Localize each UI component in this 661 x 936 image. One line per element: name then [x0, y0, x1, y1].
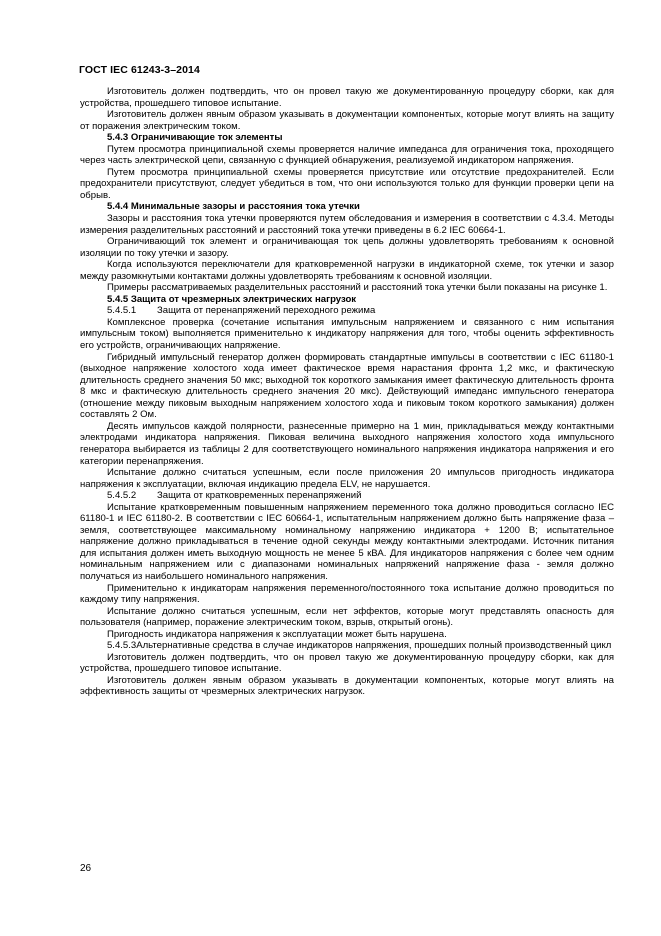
- paragraph: Примеры рассматриваемых разделительных расстояний и расстояний тока утечки были показаны на рисунке 1.: [107, 282, 608, 294]
- paragraph: Пригодность индикатора напряжения к эксплуатации может быть нарушена.: [107, 628, 447, 640]
- section-heading: 5.4.3 Ограничивающие ток элементы: [107, 132, 283, 144]
- section-heading: 5.4.4 Минимальные зазоры и расстояния тока утечки: [107, 201, 360, 213]
- subsection-heading: [80, 640, 614, 652]
- paragraph: Испытание должно считаться успешным, если нет эффектов, которые могут представлять опасность для пользователя (например, поражение электрическим током, взрыв, открытый огонь).: [80, 605, 614, 629]
- subsection-title: Защита от кратковременных перенапряжений: [157, 490, 362, 502]
- paragraph: Изготовитель должен подтвердить, что он провел такую же документированную процедуру сборки, как для устройства, прошедшего типовое испытание.: [80, 651, 614, 675]
- paragraph: Применительно к индикаторам напряжения переменного/постоянного тока испытание должно проводиться по каждому типу напряжения.: [80, 582, 614, 606]
- paragraph: Зазоры и расстояния тока утечки проверяются путем обследования и измерения в соответствии с 4.3.4. Методы измерения разделительных расстояний и расстояний тока утечки приведены в 6.2 IEC 60664-1.: [80, 213, 614, 236]
- paragraph: Путем просмотра принципиальной схемы проверяется наличие импеданса для ограничения тока, проходящего через часть электрической цепи, связанную с функцией обнаружения, реализуемой индикатором напряжения.: [80, 143, 614, 167]
- subsection-number: 5.4.5.3: [107, 640, 137, 652]
- section-heading: 5.4.5 Защита от чрезмерных электрических нагрузок: [107, 293, 357, 305]
- paragraph: Когда используются переключатели для кратковременной нагрузки в индикаторной схеме, ток утечки и зазор между разомкнутыми контактами должны удовлетворять требованиям к основной изоляции.: [80, 259, 614, 282]
- subsection-title: Альтернативные средства в случае индикаторов напряжения, прошедших полный производственный цикл: [136, 640, 612, 652]
- paragraph: Изготовитель должен явным образом указывать в документации компонентых, которые могут влиять на эффективность защиты от чрезмерных электрических нагрузок.: [80, 674, 614, 698]
- document-header: ГОСТ IEC 61243-3–2014: [79, 64, 200, 76]
- paragraph: Испытание должно считаться успешным, если после приложения 20 импульсов пригодность индикатора напряжения к эксплуатации, включая индикацию предела ELV, не нарушается.: [80, 467, 614, 490]
- paragraph: Изготовитель должен явным образом указывать в документации компонентых, которые могут влиять на защиту от поражения электрическим током.: [80, 109, 614, 132]
- paragraph: Десять импульсов каждой полярности, разнесенные примерно на 1 мин, прикладываться между контактными электродами индикатора напряжения. Пиковая величина выходного напряжения холостого хода импульсного генератора выбирается из таблицы 2 для соответствующего номинального напряжения индикатора напряжения и его категории перенапряжения.: [80, 420, 614, 467]
- document-body: [80, 86, 614, 698]
- paragraph: Гибридный импульсный генератор должен формировать стандартные импульсы в соответствии с IEC 61180-1 (выходное напряжение холостого хода имеет фактическое время нарастания фронта 1,2 мкс, и фактическую длительность среднего значения 50 мкс; выходной ток короткого замыкания имеет фактическую длительность фронта 8 мкс и фактическую длительность среднего значения 20 мкс). Действующий импеданс импульсного генератора (отношение между пиковым выходным напряжением холостого хода и пиковым током короткого замыкания) должен составлять 2 Ом.: [80, 351, 614, 421]
- subsection-number: 5.4.5.2: [107, 490, 137, 502]
- paragraph: Путем просмотра принципиальной схемы проверяется присутствие или отсутствие предохранителей. Если предохранители присутствуют, следует убедиться в том, что они используются только для функции проверки цепи на обрыв.: [80, 166, 614, 201]
- subsection-heading: [80, 305, 614, 317]
- paragraph: Испытание кратковременным повышенным напряжением переменного тока должно проводиться согласно IEC 61180-1 и IEC 61180-2. В соответствии с IEC 60664-1, испытательным напряжением должно быть напряжение фаза – земля, соответствующее максимальному номинальному напряжению индикатора + 1200 В; испытательное напряжение должно прикладываться в течение одной секунды между контактными электродами. Источник питания для испытания должен иметь выходную мощность не менее 5 кВА. Для индикаторов напряжения с более чем одним номинальным напряжением или с диапазонами номинальных напряжений напряжение фаза - земля должно получаться из наибольшего номинального напряжения.: [80, 501, 614, 582]
- paragraph: Ограничивающий ток элемент и ограничивающая ток цепь должны удовлетворять требованиям к основной изоляции по току утечки и зазору.: [80, 236, 614, 259]
- page-number: 26: [80, 863, 92, 874]
- subsection-title: Защита от перенапряжений переходного режима: [157, 305, 376, 317]
- paragraph: Комплексное проверка (сочетание испытания импульсным напряжением и связанного с ним испытания импульсным током) выполняется применительно к индикатору напряжения для того, чтобы оценить эффективность его устройств, ограничивающих напряжение.: [80, 316, 614, 352]
- subsection-heading: [80, 490, 614, 502]
- subsection-number: 5.4.5.1: [107, 305, 137, 317]
- paragraph: Изготовитель должен подтвердить, что он провел такую же документированную процедуру сборки, как для устройства, прошедшего типовое испытание.: [80, 86, 614, 109]
